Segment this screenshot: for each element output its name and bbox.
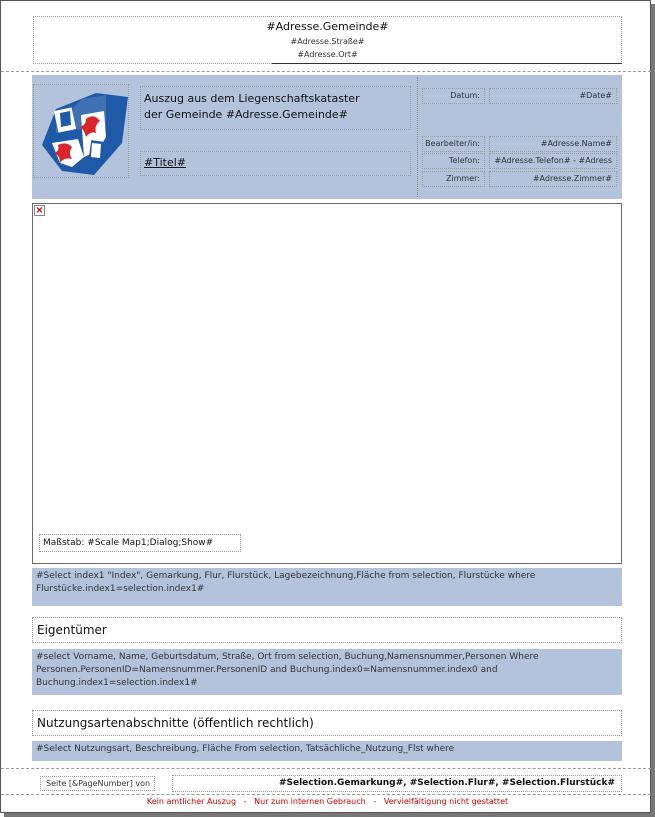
excerpt-line-2: der Gemeinde #Adresse.Gemeinde#	[144, 108, 348, 121]
title-field: #Titel#	[144, 156, 187, 169]
date-label: Datum:	[422, 88, 485, 104]
header-city: #Adresse.Ort#	[297, 50, 358, 59]
broken-image-icon: ×	[35, 205, 44, 216]
info-divider	[417, 77, 418, 197]
parcels-query: #Select index1 "Index", Gemarkung, Flur, Flurstück, Lagebezeichnung,Fläche from selection, Flurstücke where Flurstücke.index1=selection.index1#	[32, 568, 622, 606]
header-underline	[272, 63, 622, 64]
footer-notice: Kein amtlicher Auszug - Nur zum internen Gebrauch - Vervielfältigung nicht gestattet	[146, 797, 509, 806]
footer-separator-2	[1, 794, 651, 795]
owners-query: #select Vorname, Name, Geburtsdatum, Straße, Ort from selection, Buchung,Namensnummer,Personen Where Personen.PersonenID=Namensnummer.PersonenID and Buchung.index0=Namensnummer.index0 and Buchung.index1=selection.index1#	[32, 649, 622, 695]
footer-separator	[1, 768, 651, 769]
header-street: #Adresse.Straße#	[290, 37, 365, 46]
usage-query: #Select Nutzungsart, Beschreibung, Fläche From selection, Tatsächliche_Nutzung_Flst where	[32, 741, 622, 761]
room-value: #Adresse.Zimmer#	[489, 171, 617, 187]
crest-box	[33, 84, 129, 178]
header-title: #Adresse.Gemeinde#	[266, 20, 389, 33]
header-separator	[1, 71, 651, 72]
excerpt-line-1: Auszug aus dem Liegenschaftskataster	[144, 92, 360, 105]
date-value: #Date#	[489, 88, 617, 104]
phone-label: Telefon:	[422, 153, 485, 169]
page-shadow-bottom	[4, 813, 655, 817]
selection-field: #Selection.Gemarkung#, #Selection.Flur#, #Selection.Flurstück#	[172, 775, 622, 792]
clerk-label: Bearbeiter/in:	[422, 136, 485, 152]
map-frame	[32, 203, 622, 564]
phone-value: #Adresse.Telefon# - #Adress	[489, 153, 617, 169]
owners-heading: Eigentümer	[32, 617, 622, 643]
clerk-value: #Adresse.Name#	[489, 136, 617, 152]
coat-of-arms-icon	[34, 85, 130, 179]
page-shadow-right	[651, 4, 655, 817]
room-label: Zimmer:	[422, 171, 485, 187]
usage-heading: Nutzungsartenabschnitte (öffentlich rechtlich)	[32, 710, 622, 736]
page-number-field: Seite [&PageNumber] von	[40, 776, 155, 791]
scale-field: Maßstab: #Scale Map1;Dialog;Show#	[39, 534, 241, 552]
